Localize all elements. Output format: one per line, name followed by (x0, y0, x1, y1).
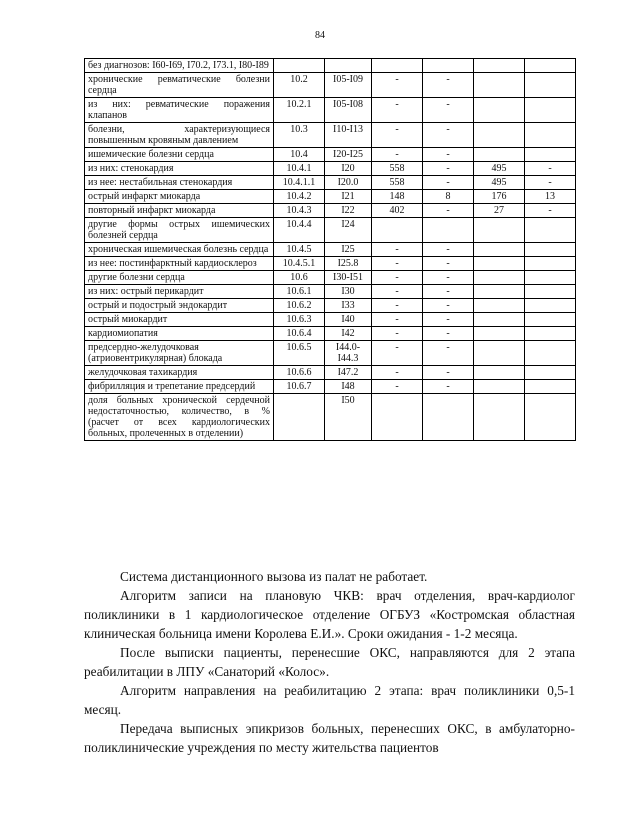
table-cell (474, 218, 525, 243)
table-cell (525, 257, 576, 271)
table-row (85, 366, 576, 380)
table-cell: I20-I25 (325, 148, 372, 162)
table-cell: I42 (325, 327, 372, 341)
table-cell: 10.6.2 (274, 299, 325, 313)
statistics-table (84, 58, 576, 441)
row-label-cell: из нее: нестабильная стенокардия (85, 176, 274, 190)
table-cell: - (372, 271, 423, 285)
table-cell: 27 (474, 204, 525, 218)
table-cell: - (423, 257, 474, 271)
table-cell: - (423, 148, 474, 162)
table-cell: 10.6.4 (274, 327, 325, 341)
table-cell: I20 (325, 162, 372, 176)
table-cell: I10-I13 (325, 123, 372, 148)
table-cell: 10.6.5 (274, 341, 325, 366)
table-cell (474, 285, 525, 299)
table-row (85, 162, 576, 176)
table-cell (474, 271, 525, 285)
table-cell: - (372, 123, 423, 148)
table-cell: - (525, 204, 576, 218)
table-cell (525, 366, 576, 380)
table-row (85, 123, 576, 148)
table-cell: - (372, 98, 423, 123)
table-row (85, 98, 576, 123)
table-cell: 10.2 (274, 73, 325, 98)
table-cell (525, 313, 576, 327)
table-cell (274, 394, 325, 441)
table-cell: - (423, 176, 474, 190)
table-cell: - (423, 285, 474, 299)
table-cell: I47.2 (325, 366, 372, 380)
table-cell: 10.4.1.1 (274, 176, 325, 190)
row-label-cell: другие болезни сердца (85, 271, 274, 285)
paragraph: После выписки пациенты, перенесшие ОКС, направляются для 2 этапа реабилитации в ЛПУ «Санаторий «Колос». (84, 645, 575, 679)
table-cell (474, 327, 525, 341)
row-label-cell: из нее: постинфарктный кардиосклероз (85, 257, 274, 271)
table-cell: - (423, 366, 474, 380)
table-cell: I25.8 (325, 257, 372, 271)
table-cell: I24 (325, 218, 372, 243)
table-cell (525, 394, 576, 441)
table-cell: I48 (325, 380, 372, 394)
table-cell: - (372, 327, 423, 341)
table-row (85, 73, 576, 98)
table-cell: - (372, 341, 423, 366)
table-row (85, 148, 576, 162)
table-cell (525, 299, 576, 313)
table-cell: 10.6.6 (274, 366, 325, 380)
table-cell (525, 327, 576, 341)
table-row (85, 327, 576, 341)
table-cell: - (423, 341, 474, 366)
table-row (85, 59, 576, 73)
table-cell: 558 (372, 176, 423, 190)
row-label-cell: болезни, характеризующиеся повышенным кровяным давлением (85, 123, 274, 148)
table-cell (525, 380, 576, 394)
table-row (85, 204, 576, 218)
table-cell: I21 (325, 190, 372, 204)
page-number: 84 (315, 30, 325, 41)
table-cell: 495 (474, 162, 525, 176)
body-text (84, 567, 575, 757)
row-label-cell: из них: ревматические поражения клапанов (85, 98, 274, 123)
table-cell: - (372, 380, 423, 394)
table-cell: 402 (372, 204, 423, 218)
table-cell: 10.4.3 (274, 204, 325, 218)
row-label-cell: доля больных хронической сердечной недостаточностью, количество, в % (расчет от всех кардиологических больных, пролеченных в отделении) (85, 394, 274, 441)
table-cell: 558 (372, 162, 423, 176)
table-cell: I30 (325, 285, 372, 299)
table-cell (372, 394, 423, 441)
table-cell (474, 98, 525, 123)
table-cell: 10.4.1 (274, 162, 325, 176)
table-cell: - (423, 204, 474, 218)
table-row (85, 380, 576, 394)
table-row (85, 299, 576, 313)
table-cell (474, 257, 525, 271)
table-cell (423, 59, 474, 73)
table-cell: I20.0 (325, 176, 372, 190)
table-row (85, 394, 576, 441)
table-cell: - (525, 162, 576, 176)
table-cell: - (423, 98, 474, 123)
table-cell: 10.6 (274, 271, 325, 285)
paragraph: Алгоритм направления на реабилитацию 2 этапа: врач поликлиники 0,5-1 месяц. (84, 683, 575, 717)
row-label-cell: повторный инфаркт миокарда (85, 204, 274, 218)
table-cell: 10.4.5.1 (274, 257, 325, 271)
table-cell: 10.4 (274, 148, 325, 162)
table-cell (525, 123, 576, 148)
table-cell: I40 (325, 313, 372, 327)
row-label-cell: из них: острый перикардит (85, 285, 274, 299)
table-cell: I05-I09 (325, 73, 372, 98)
row-label-cell: хронические ревматические болезни сердца (85, 73, 274, 98)
paragraph: Система дистанционного вызова из палат не работает. (120, 569, 428, 584)
table-row (85, 190, 576, 204)
table-cell: 8 (423, 190, 474, 204)
table-cell (525, 59, 576, 73)
table-cell: - (423, 162, 474, 176)
table-cell (525, 73, 576, 98)
table-cell: - (372, 73, 423, 98)
table-cell: - (372, 257, 423, 271)
paragraph: Алгоритм записи на плановую ЧКВ: врач отделения, врач-кардиолог поликлиники в 1 кардиологическое отделение ОГБУЗ «Костромская областная клиническая больница имени Королева Е.И.». Сроки ожидания - 1-2 месяца. (84, 588, 575, 641)
table-cell (474, 123, 525, 148)
table-cell: 10.3 (274, 123, 325, 148)
table-cell (525, 218, 576, 243)
table-cell: - (372, 148, 423, 162)
table-cell (372, 59, 423, 73)
table-cell: - (423, 327, 474, 341)
table-cell (372, 218, 423, 243)
table-cell: 10.6.3 (274, 313, 325, 327)
table-cell (274, 59, 325, 73)
table-cell (423, 218, 474, 243)
table-cell: - (372, 243, 423, 257)
table-row (85, 257, 576, 271)
table-cell: I25 (325, 243, 372, 257)
row-label-cell: без диагнозов: I60-I69, I70.2, I73.1, I80-I89 (85, 59, 274, 73)
table-row (85, 218, 576, 243)
table-cell (525, 243, 576, 257)
table-cell: 176 (474, 190, 525, 204)
table-cell: - (423, 123, 474, 148)
table-cell: - (372, 299, 423, 313)
table-cell (474, 394, 525, 441)
table-row (85, 176, 576, 190)
table-cell: I05-I08 (325, 98, 372, 123)
table-cell: - (525, 176, 576, 190)
table-cell: I33 (325, 299, 372, 313)
table-cell (474, 313, 525, 327)
table-row (85, 341, 576, 366)
table-cell: - (372, 313, 423, 327)
row-label-cell: предсердно-желудочковая (атриовентрикулярная) блокада (85, 341, 274, 366)
table-cell: I30-I51 (325, 271, 372, 285)
table-cell: 10.6.7 (274, 380, 325, 394)
table-cell (474, 73, 525, 98)
table-cell: 10.2.1 (274, 98, 325, 123)
table-cell: - (372, 366, 423, 380)
table-cell: - (372, 285, 423, 299)
table-cell (325, 59, 372, 73)
table-cell (474, 341, 525, 366)
table-cell (423, 394, 474, 441)
table-cell: - (423, 380, 474, 394)
table-cell: 10.4.2 (274, 190, 325, 204)
paragraph: Передача выписных эпикризов больных, перенесших ОКС, в амбулаторно-поликлинические учреждения по месту жительства пациентов (84, 721, 575, 755)
table-cell (474, 299, 525, 313)
row-label-cell: хроническая ишемическая болезнь сердца (85, 243, 274, 257)
table-cell (525, 341, 576, 366)
table-cell: - (423, 313, 474, 327)
table-row (85, 271, 576, 285)
table-cell (525, 271, 576, 285)
table-cell (474, 380, 525, 394)
table-row (85, 313, 576, 327)
table-cell: 10.4.4 (274, 218, 325, 243)
table-cell (525, 285, 576, 299)
table-cell (474, 148, 525, 162)
table-cell (525, 148, 576, 162)
table-cell: - (423, 299, 474, 313)
row-label-cell: кардиомиопатия (85, 327, 274, 341)
row-label-cell: фибрилляция и трепетание предсердий (85, 380, 274, 394)
row-label-cell: острый и подострый эндокардит (85, 299, 274, 313)
table-cell: 13 (525, 190, 576, 204)
table-cell: - (423, 73, 474, 98)
table-cell: 10.6.1 (274, 285, 325, 299)
table-row (85, 285, 576, 299)
table-cell (474, 243, 525, 257)
table-cell (474, 59, 525, 73)
table-cell: I50 (325, 394, 372, 441)
row-label-cell: ишемические болезни сердца (85, 148, 274, 162)
table-row (85, 243, 576, 257)
table-cell: - (423, 271, 474, 285)
table-cell: I44.0-I44.3 (325, 341, 372, 366)
row-label-cell: другие формы острых ишемических болезней сердца (85, 218, 274, 243)
table-cell (525, 98, 576, 123)
table-cell: 10.4.5 (274, 243, 325, 257)
row-label-cell: острый инфаркт миокарда (85, 190, 274, 204)
row-label-cell: желудочковая тахикардия (85, 366, 274, 380)
table-cell: 148 (372, 190, 423, 204)
row-label-cell: острый миокардит (85, 313, 274, 327)
table-cell: 495 (474, 176, 525, 190)
row-label-cell: из них: стенокардия (85, 162, 274, 176)
table-cell: I22 (325, 204, 372, 218)
table-cell (474, 366, 525, 380)
table-cell: - (423, 243, 474, 257)
